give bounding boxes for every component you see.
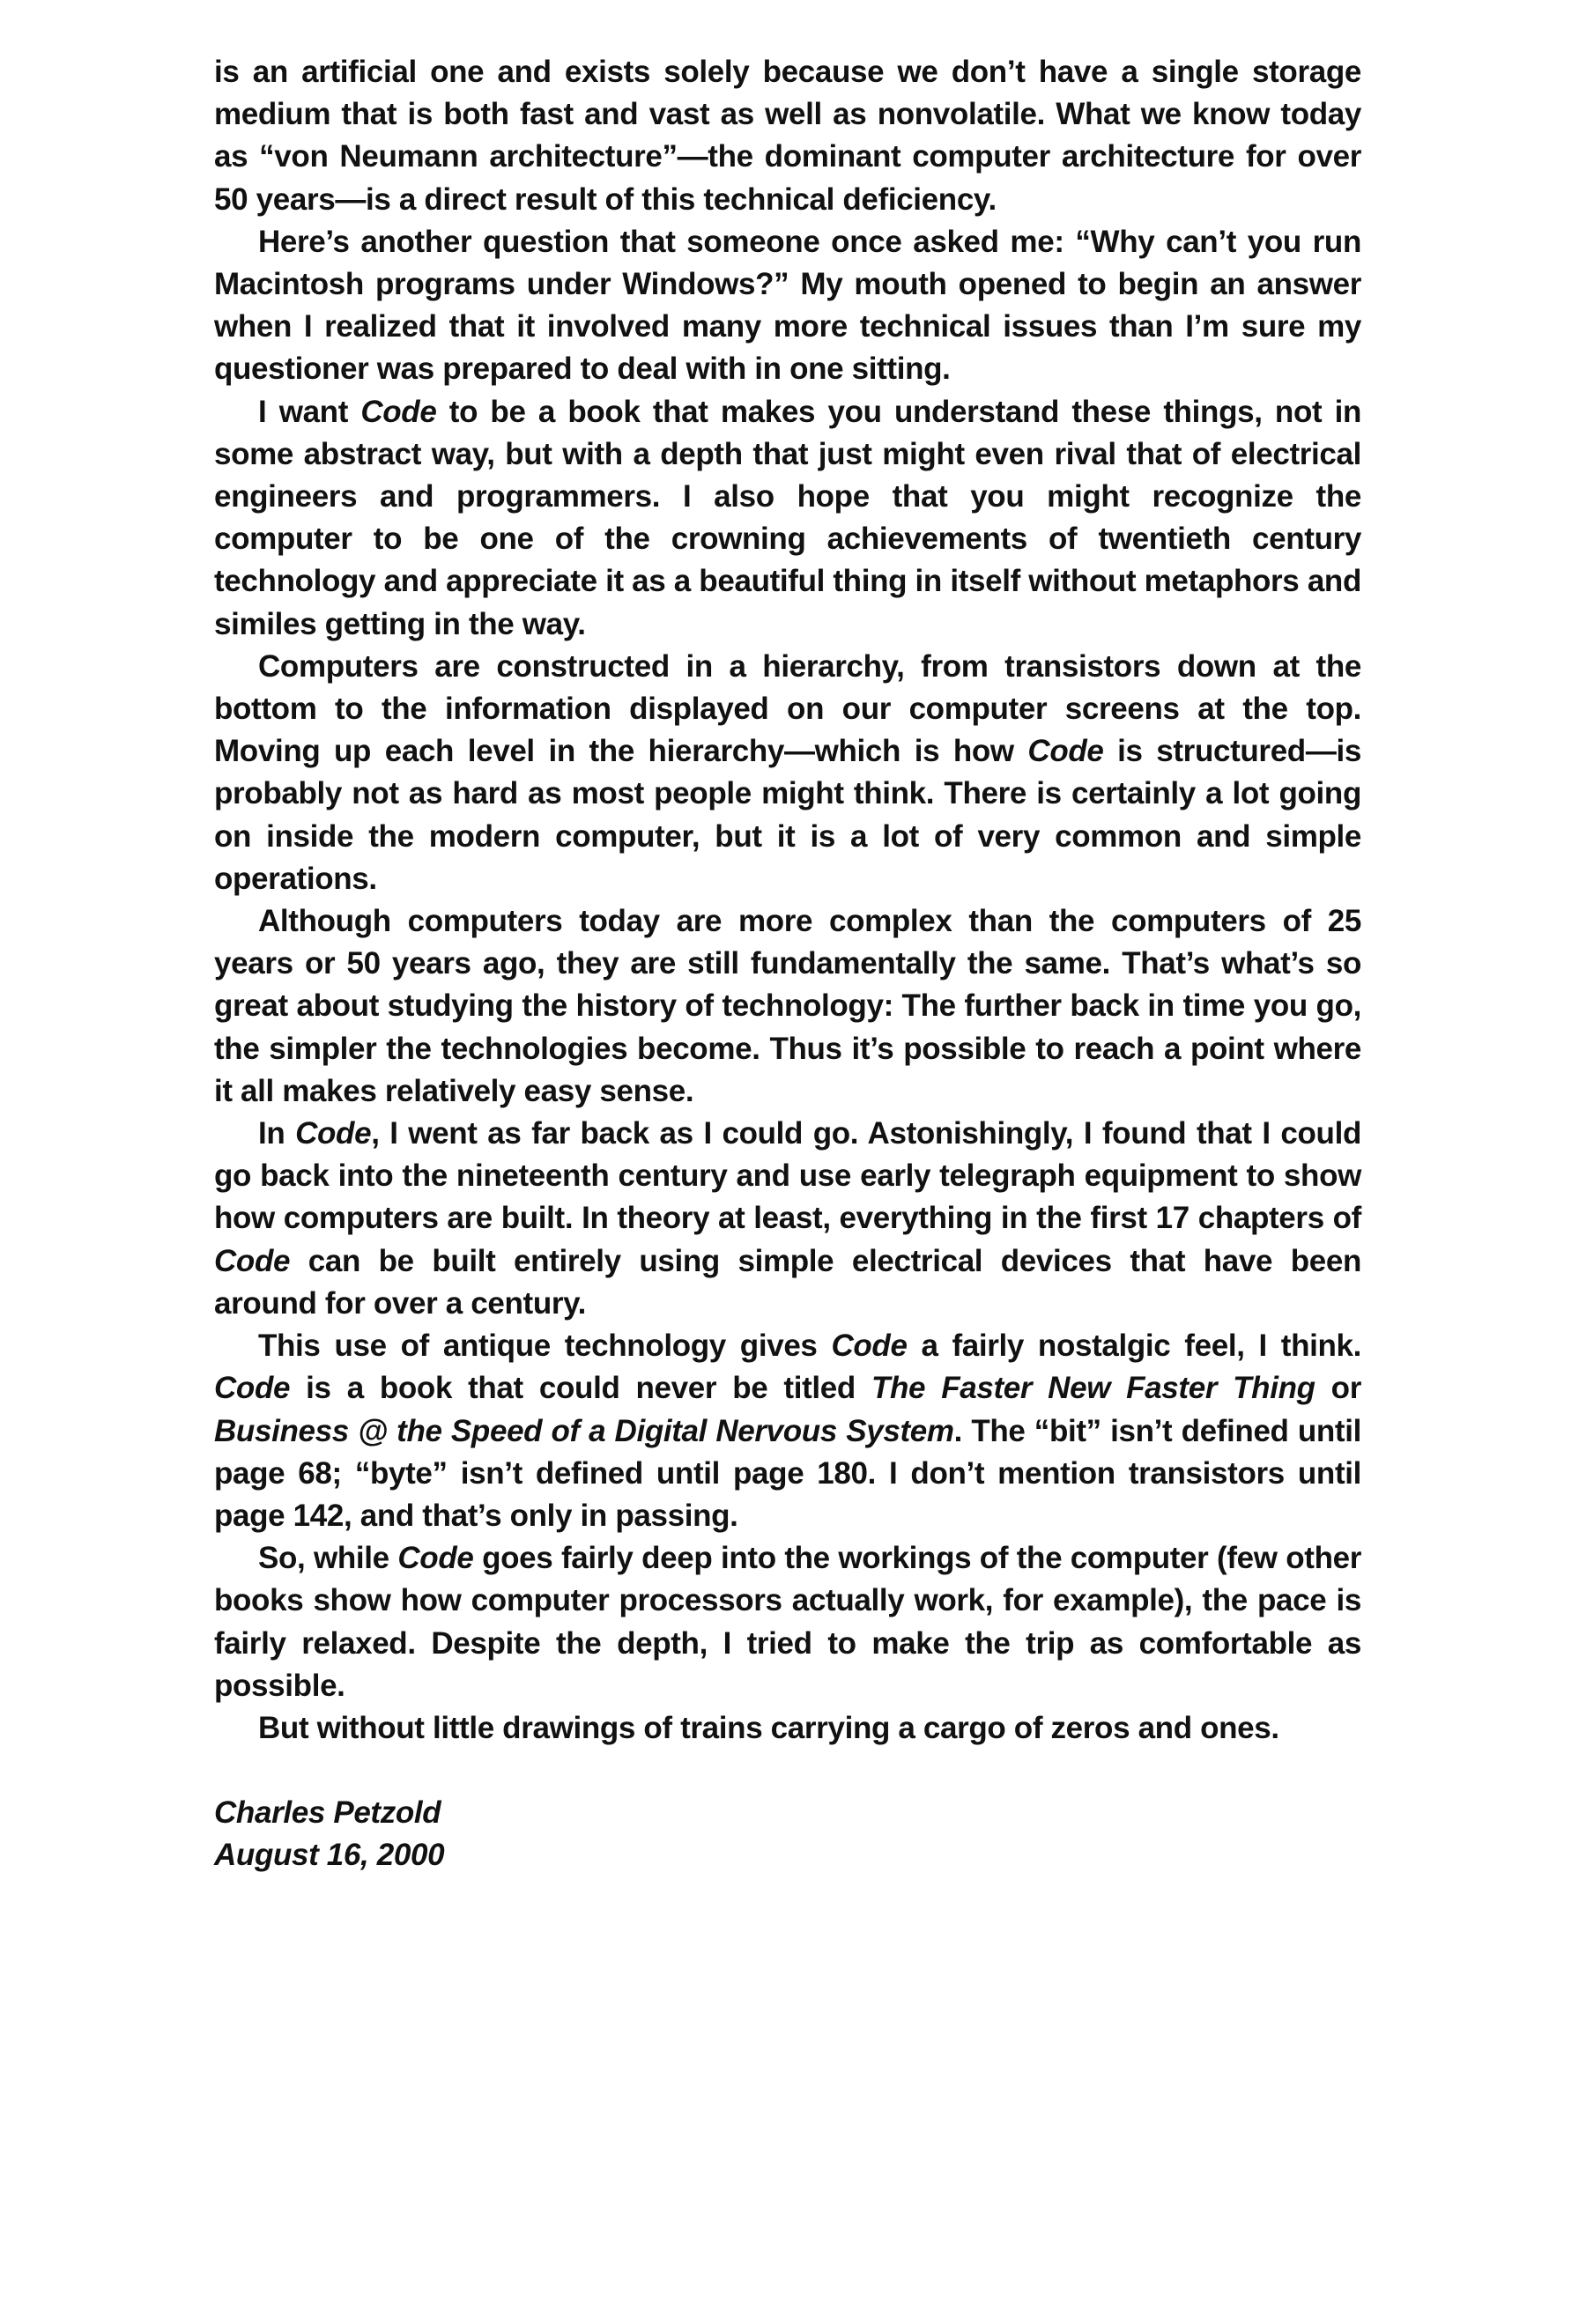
signature-date: August 16, 2000 (214, 1838, 445, 1873)
book-title-code: Code (360, 394, 437, 429)
paragraph-text: can be built entirely using simple electrical devices that have been around for over a century. (214, 1243, 1361, 1321)
paragraph-text: is a book that could never be titled (290, 1371, 871, 1406)
paragraph-text: But without little drawings of trains carrying a cargo of zeros and ones. (258, 1710, 1279, 1745)
paragraph-text: So, while (258, 1541, 398, 1576)
paragraph-text: Although computers today are more complex than the computers of 25 years or 50 years ago, they are still fundamentally the same. That’s what’s so great about studying the history of technology: The further back in time you go, the simpler the technologies become. Thus it’s possible to reach a point where it all makes relatively easy sense. (214, 904, 1361, 1108)
book-title-code: Code (295, 1116, 372, 1151)
paragraph (214, 1707, 1361, 1750)
paragraph (214, 1325, 1361, 1537)
book-title-code: Code (397, 1541, 474, 1576)
paragraph-text: a fairly nostalgic feel, I think. (907, 1329, 1361, 1364)
paragraph-text: is an artificial one and exists solely because we don’t have a single storage medium that is both fast and vast as well as nonvolatile. What we know today as “von Neumann architecture”—the dominant computer architecture for over 50 years—is a direct result of this technical deficiency. (214, 55, 1361, 217)
book-title-business: Business @ the Speed of a Digital Nervous System (214, 1413, 954, 1448)
paragraph-text: or (1315, 1371, 1361, 1406)
paragraph (214, 1113, 1361, 1325)
paragraph (214, 1537, 1361, 1707)
paragraph (214, 51, 1361, 221)
author-name: Charles Petzold (214, 1795, 441, 1831)
paragraph (214, 221, 1361, 391)
book-page (214, 51, 1361, 1877)
paragraph (214, 646, 1361, 900)
book-title-code: Code (214, 1243, 291, 1278)
paragraph-text: . The “bit” isn’t defined until page 68; “byte” isn’t defined until page 180. I don’t mention transistors until page 142, and that’s only in passing. (214, 1413, 1361, 1533)
signature-block (214, 1792, 1361, 1876)
paragraph-text: This use of antique technology gives (258, 1329, 832, 1364)
paragraph-text: In (258, 1116, 296, 1151)
body-text (214, 51, 1361, 1750)
book-title-code: Code (214, 1371, 291, 1406)
paragraph-text: Computers are constructed in a hierarchy, from transistors down at the bottom to the information displayed on our computer screens at the top. Moving up each level in the hierarchy—which is how (214, 648, 1361, 769)
book-title-faster-thing: The Faster New Faster Thing (871, 1371, 1315, 1406)
paragraph (214, 900, 1361, 1113)
book-title-code: Code (831, 1329, 908, 1364)
paragraph-text: goes fairly deep into the workings of the computer (few other books show how computer processors actually work, for example), the pace is fairly relaxed. Despite the depth, I tried to make the trip as comfortable as possible. (214, 1541, 1361, 1703)
book-title-code: Code (1027, 734, 1104, 769)
paragraph-text: , I went as far back as I could go. Astonishingly, I found that I could go back into the nineteenth century and use early telegraph equipment to show how computers are built. In theory at least, everything in the first 17 chapters of (214, 1116, 1361, 1236)
paragraph (214, 391, 1361, 646)
paragraph-text: is structured—is probably not as hard as most people might think. There is certainly a lot going on inside the modern computer, but it is a lot of very common and simple operations. (214, 734, 1361, 896)
paragraph-text: to be a book that makes you understand these things, not in some abstract way, but with a depth that just might even rival that of electrical engineers and programmers. I also hope that you might recognize the computer to be one of the crowning achievements of twentieth century technology and appreciate it as a beautiful thing in itself without metaphors and similes getting in the way. (214, 394, 1361, 641)
paragraph-text: I want (258, 394, 361, 429)
paragraph-text: Here’s another question that someone once asked me: “Why can’t you run Macintosh programs under Windows?” My mouth opened to begin an answer when I realized that it involved many more technical issues than I’m sure my questioner was prepared to deal with in one sitting. (214, 224, 1361, 387)
